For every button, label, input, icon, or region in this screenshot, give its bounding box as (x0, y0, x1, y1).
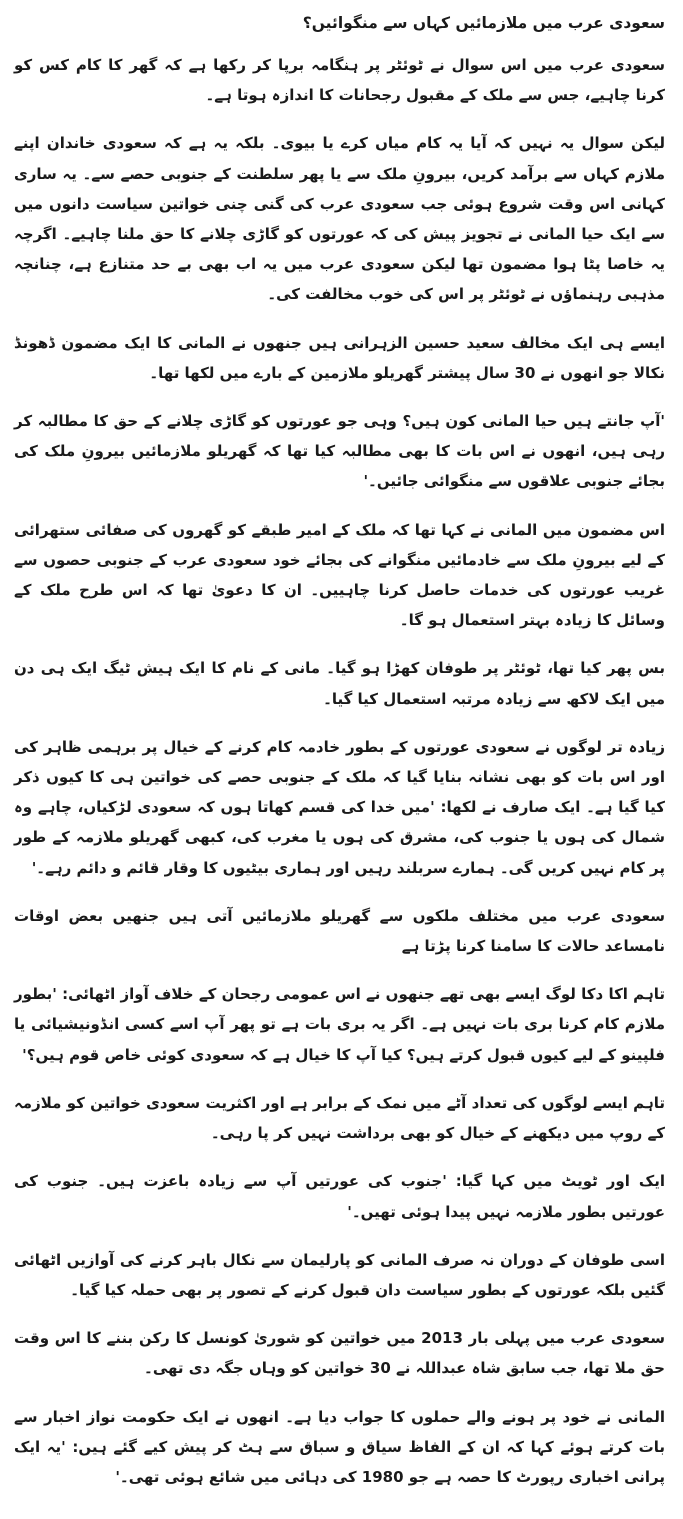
paragraph-9: تاہم ایسے لوگوں کی تعداد آٹے میں نمک کے برابر ہے اور اکثریت سعودی خواتین کو ملازمہ کے روپ میں دیکھنے کے خیال کو بھی برداشت نہیں کر پا رہی۔ (14, 1093, 665, 1143)
paragraph-2: لیکن سوال یہ نہیں کہ آیا یہ کام میاں کرے یا بیوی۔ بلکہ یہ ہے کہ سعودی خاندان اپنے ملازم کہاں سے برآمد کریں، بیرونِ ملک سے یا پھر سلطنت کے جنوبی حصے سے۔ یہ ساری کہانی اس وقت شروع ہوئی جب سعودی عرب کی گنی چنی خواتین سیاست دانوں میں سے ایک حیا المانی نے تجویز پیش کی کہ عورتوں کو گاڑی چلانے کا حق ملنا چاہیے۔ اگرچہ یہ خاصا پٹا ہوا مضمون تھا لیکن سعودی عرب میں یہ اب بھی بے حد متنازع ہے، چنانچہ مذہبی رہنماؤں نے ٹوئٹر پر اس کی خوب مخالفت کی۔ (14, 134, 665, 304)
paragraph-10: ایک اور ٹویٹ میں کہا گیا: 'جنوب کی عورتیں آپ سے زیادہ باعزت ہیں۔ جنوب کی عورتیں بطور ملازمہ نہیں پیدا ہوئی تھیں۔' (14, 1172, 665, 1221)
paragraph-13: المانی نے خود پر ہونے والے حملوں کا جواب دیا ہے۔ انھوں نے ایک حکومت نواز اخبار سے بات کرتے ہوئے کہا کہ ان کے الفاظ سیاق و سباق سے ہٹ کر پیش کیے گئے ہیں: 'یہ ایک پرانی اخباری رپورٹ کا حصہ ہے جو 1980 کی دہائی میں شائع ہوئی تھی۔' (14, 1407, 665, 1486)
paragraph-8: تاہم اکا دکا لوگ ایسے بھی تھے جنھوں نے اس عمومی رجحان کے خلاف آواز اٹھائی: 'بطور ملازم کام کرنا بری بات نہیں ہے۔ اگر یہ بری بات ہے تو پھر آپ اسے کسی انڈونیشیائی یا فلپینو کے لیے کیوں قبول کرتے ہیں؟ کیا آپ کا خیال ہے کہ سعودی کوئی خاص قوم ہیں؟' (14, 985, 665, 1064)
paragraph-12: سعودی عرب میں پہلی بار 2013 میں خواتین کو شوریٰ کونسل کا رکن بننے کا اس وقت حق ملا تھا، جب سابق شاہ عبداللہ نے 30 خواتین کو وہاں جگہ دی تھی۔ (14, 1329, 665, 1378)
paragraph-6: بس پھر کیا تھا، ٹوئٹر پر طوفان کھڑا ہو گیا۔ مانی کے نام کا ایک ہیش ٹیگ ایک ہی دن میں ایک لاکھ سے زیادہ مرتبہ استعمال کیا گیا۔ (14, 659, 665, 708)
paragraph-3: ایسے ہی ایک مخالف سعید حسین الزہرانی ہیں جنھوں نے المانی کا ایک مضمون ڈھونڈ نکالا جو انھوں نے 30 سال پیشتر گھریلو ملازمین کے بارے میں لکھا تھا۔ (14, 333, 665, 382)
image-caption: سعودی عرب میں مختلف ملکوں سے گھریلو ملازمائیں آتی ہیں جنھیں بعض اوقات نامساعد حالات کا سامنا کرنا پڑتا ہے (14, 906, 665, 956)
paragraph-11: اسی طوفان کے دوران نہ صرف المانی کو پارلیمان سے نکال باہر کرنے کی آوازیں اٹھائی گئیں بلکہ عورتوں کے بطور سیاست دان قبول کرنے کے تصور پر بھی حملہ کیا گیا۔ (14, 1250, 665, 1299)
paragraph-5: اس مضمون میں المانی نے کہا تھا کہ ملک کے امیر طبقے کو گھروں کی صفائی ستھرائی کے لیے بیرونِ ملک سے خادمائیں منگوانے کی بجائے خود سعودی عرب کے جنوبی حصوں سے غریب عورتوں کی خدمات حاصل کرنا چاہییں۔ ان کا دعویٰ تھا کہ اس طرح ملک کے وسائل کا زیادہ بہتر استعمال ہو گا۔ (14, 520, 665, 630)
paragraph-4-quote: 'آپ جانتے ہیں حیا المانی کون ہیں؟ وہی جو عورتوں کو گاڑی چلانے کے حق کا مطالبہ کر رہی ہیں، انھوں نے اس بات کا بھی مطالبہ کیا تھا کہ گھریلو ملازمائیں بیرونِ ملک کی بجائے جنوبی علاقوں سے منگوائی جائیں۔' (14, 412, 665, 491)
paragraph-7: زیادہ تر لوگوں نے سعودی عورتوں کے بطور خادمہ کام کرنے کے خیال پر برہمی ظاہر کی اور اس بات کو بھی نشانہ بنایا گیا کہ ملک کے جنوبی حصے کی خواتین ہی کا کیوں ذکر کیا گیا ہے۔ ایک صارف نے لکھا: 'میں خدا کی قسم کھاتا ہوں کہ سعودی لڑکیاں، چاہے وہ شمال کی ہوں یا جنوب کی، مشرق کی ہوں یا مغرب کی، کبھی گھریلو ملازمہ کے طور پر کام نہیں کریں گی۔ ہمارے سربلند رہیں اور ہماری بیٹیوں کا وقار قائم و دائم رہے۔' (14, 737, 665, 877)
paragraph-1: سعودی عرب میں اس سوال نے ٹوئٹر پر ہنگامہ برپا کر رکھا ہے کہ گھر کا کام کس کو کرنا چاہیے، جس سے ملک کے مقبول رجحانات کا اندازہ ہوتا ہے۔ (14, 56, 665, 105)
article-title: سعودی عرب میں ملازمائیں کہاں سے منگوائیں؟ (302, 14, 665, 32)
